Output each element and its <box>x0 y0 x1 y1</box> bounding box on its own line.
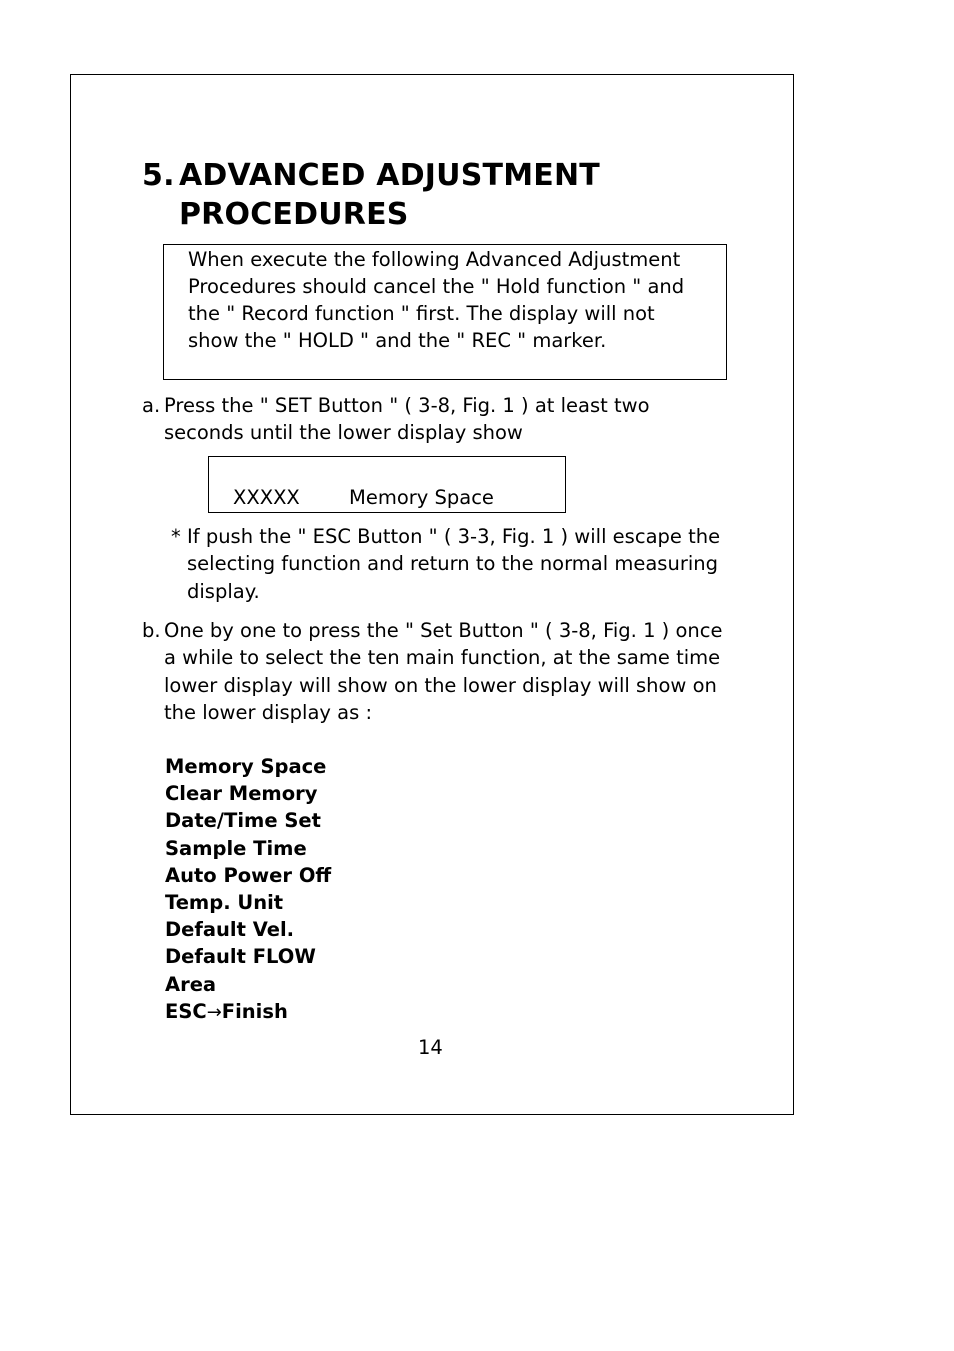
step-b-text: One by one to press the " Set Button " ( 3-8, Fig. 1 ) once a while to select the ten main function, at the same time lower display will show on the lower display will show on the lower display as : <box>164 619 723 724</box>
function-item: Memory Space <box>165 755 327 778</box>
page-number: 14 <box>418 1036 443 1059</box>
function-item: Sample Time <box>165 836 307 860</box>
function-item: Area <box>165 972 217 996</box>
note-text: When execute the following Advanced Adjustment Procedures should cancel the " Hold function " and the " Record function " first. The display will not show the " HOLD " and the " REC " marker. <box>188 248 685 352</box>
function-item: Temp. Unit <box>165 891 284 915</box>
function-item: Clear Memory <box>165 782 318 806</box>
step-a-text: Press the " SET Button " ( 3-8, Fig. 1 ) at least two seconds until the lower display show <box>164 394 650 445</box>
function-item: Default Vel. <box>165 918 295 942</box>
section-title-line1: ADVANCED ADJUSTMENT <box>179 158 600 193</box>
step-b <box>142 617 724 726</box>
step-a <box>142 392 724 447</box>
finish-label: Finish <box>221 999 288 1023</box>
lcd-display-box <box>208 456 566 513</box>
footnote-marker: * <box>171 525 181 548</box>
step-b-marker: b. <box>142 619 161 642</box>
display-label: Memory Space <box>349 486 494 509</box>
display-code: XXXXX <box>233 486 300 509</box>
esc-label: ESC <box>165 999 207 1023</box>
section-title-line2: PROCEDURES <box>179 197 409 232</box>
function-item: Auto Power Off <box>165 863 332 887</box>
note-box <box>163 244 727 380</box>
section-number: 5. <box>142 158 175 193</box>
footnote <box>171 523 727 605</box>
section-heading <box>142 156 600 234</box>
function-list <box>165 753 331 1026</box>
function-item-esc-finish <box>165 998 331 1026</box>
step-a-marker: a. <box>142 394 161 417</box>
footnote-text: If push the " ESC Button " ( 3-3, Fig. 1 ) will escape the selecting function and return to the normal measuring display. <box>187 525 721 603</box>
arrow-right-icon: → <box>206 1001 222 1023</box>
function-item: Date/Time Set <box>165 809 321 833</box>
function-item: Default FLOW <box>165 945 316 969</box>
